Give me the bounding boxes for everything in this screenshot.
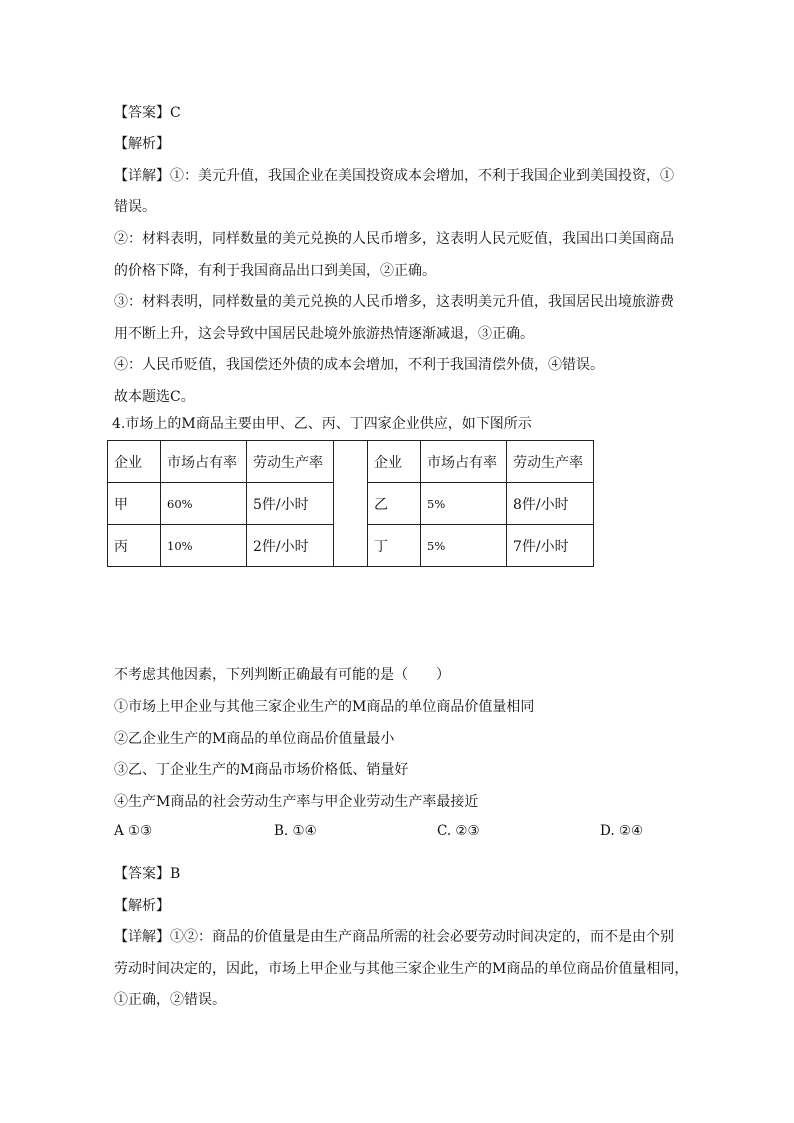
q4-detail-line-1: 【详解】①②：商品的价值量是由生产商品所需的社会必要劳动时间决定的，而不是由个别	[114, 929, 674, 945]
table-cell: 60%	[161, 483, 247, 525]
table-cell: 乙	[368, 483, 421, 525]
table-cell: 10%	[161, 525, 247, 567]
market-share-table	[107, 440, 594, 567]
q3-point4: ④：人民币贬值，我国偿还外债的成本会增加，不利于我国清偿外债，④错误。	[114, 357, 604, 373]
option-a: A ①③	[114, 823, 153, 839]
table-cell: 2件/小时	[247, 525, 334, 567]
q3-detail-line-1: 【详解】①：美元升值，我国企业在美国投资成本会增加，不利于我国企业到美国投资，①	[114, 168, 674, 184]
table-header-cell: 市场占有率	[161, 441, 247, 483]
table-cell: 丁	[368, 525, 421, 567]
q4-answer: 【答案】B	[114, 866, 181, 882]
table-header-cell: 企业	[108, 441, 161, 483]
table-header-cell: 劳动生产率	[507, 441, 594, 483]
q4-statement-3: ③乙、丁企业生产的M商品市场价格低、销量好	[114, 762, 409, 778]
q3-detail-line-2: 错误。	[114, 199, 156, 215]
table-header-row	[108, 441, 594, 483]
table-cell: 5件/小时	[247, 483, 334, 525]
table-cell: 5%	[421, 483, 507, 525]
q4-analysis-heading: 【解析】	[114, 898, 170, 914]
table-cell: 8件/小时	[507, 483, 594, 525]
q4-stem: 4.市场上的M商品主要由甲、乙、丙、丁四家企业供应，如下图所示	[112, 416, 532, 432]
option-d: D. ②④	[600, 823, 644, 839]
table-cell: 甲	[108, 483, 161, 525]
option-b: B. ①④	[274, 823, 317, 839]
q3-point2-line-1: ②：材料表明，同样数量的美元兑换的人民币增多，这表明人民元贬值，我国出口美国商品	[114, 231, 674, 247]
q3-point3-line-1: ③：材料表明，同样数量的美元兑换的人民币增多，这表明美元升值，我国居民出境旅游费	[114, 294, 674, 310]
table-header-cell: 市场占有率	[421, 441, 507, 483]
table-cell: 7件/小时	[507, 525, 594, 567]
q3-analysis-heading: 【解析】	[114, 136, 170, 152]
table-header-cell: 劳动生产率	[247, 441, 334, 483]
q4-statement-2: ②乙企业生产的M商品的单位商品价值量最小	[114, 731, 395, 747]
q4-statement-4: ④生产M商品的社会劳动生产率与甲企业劳动生产率最接近	[114, 794, 479, 810]
q4-options	[114, 823, 674, 843]
option-c: C. ②③	[437, 823, 480, 839]
q4-detail-line-3: ①正确，②错误。	[114, 992, 226, 1008]
table-cell: 5%	[421, 525, 507, 567]
table-header-cell: 企业	[368, 441, 421, 483]
table-gap-column	[334, 441, 368, 567]
q4-detail-line-2: 劳动时间决定的，因此，市场上甲企业与其他三家企业生产的M商品的单位商品价值量相同，	[114, 961, 689, 977]
q3-point3-line-2: 用不断上升，这会导致中国居民赴境外旅游热情逐渐减退，③正确。	[114, 326, 534, 342]
table-cell: 丙	[108, 525, 161, 567]
q4-question: 不考虑其他因素，下列判断正确最有可能的是（ ）	[114, 667, 450, 683]
q3-answer: 【答案】C	[114, 105, 181, 121]
q3-point2-line-2: 的价格下降，有利于我国商品出口到美国，②正确。	[114, 263, 436, 279]
q3-conclusion: 故本题选C。	[114, 389, 195, 405]
q4-statement-1: ①市场上甲企业与其他三家企业生产的M商品的单位商品价值量相同	[114, 699, 535, 715]
